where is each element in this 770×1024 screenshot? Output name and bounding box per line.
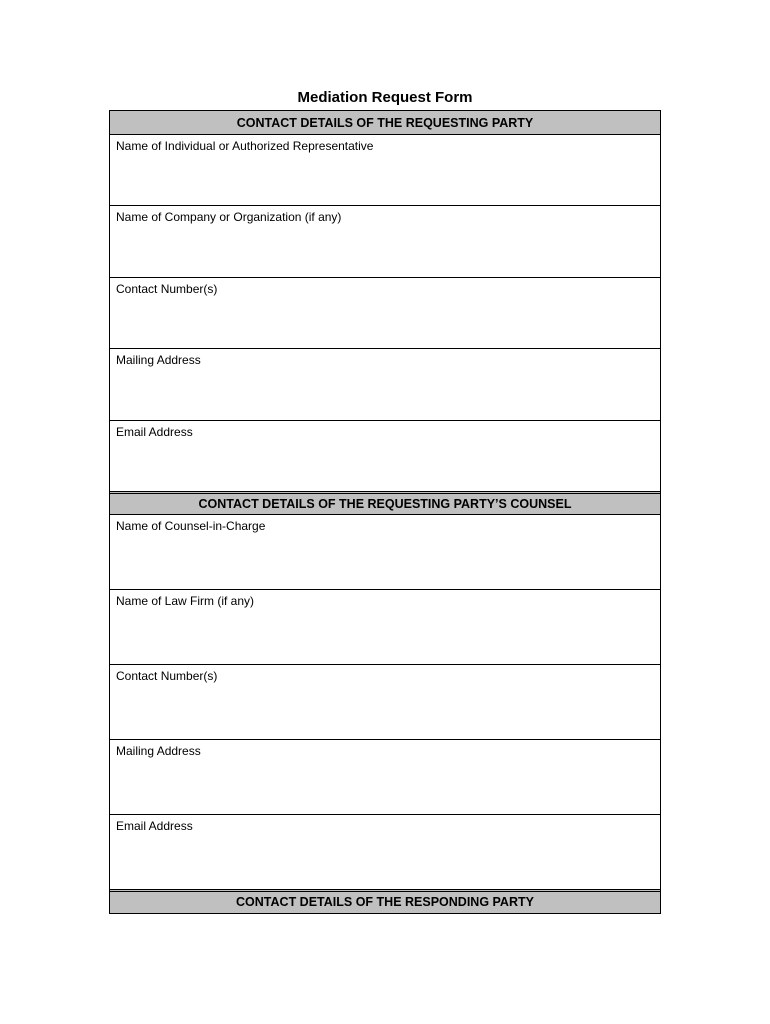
section-requesting-party (110, 111, 660, 491)
field-company-name[interactable] (110, 205, 660, 276)
field-individual-name[interactable] (110, 134, 660, 205)
field-counsel-email-address[interactable] (110, 814, 660, 889)
section-requesting-party-counsel (110, 491, 660, 889)
field-label: Email Address (116, 818, 193, 833)
field-contact-number[interactable] (110, 277, 660, 348)
section-header-counsel: CONTACT DETAILS OF THE REQUESTING PARTY’S COUNSEL (110, 491, 660, 514)
field-email-address[interactable] (110, 420, 660, 491)
field-counsel-mailing-address[interactable] (110, 739, 660, 814)
field-label: Name of Individual or Authorized Representative (116, 139, 374, 153)
field-counsel-name[interactable] (110, 514, 660, 589)
field-label: Name of Law Firm (if any) (116, 593, 255, 608)
field-mailing-address[interactable] (110, 348, 660, 419)
field-label: Email Address (116, 424, 193, 439)
field-counsel-contact-number[interactable] (110, 664, 660, 739)
field-label: Name of Counsel-in-Charge (116, 518, 266, 533)
field-label: Contact Number(s) (116, 668, 218, 683)
field-label: Contact Number(s) (116, 281, 218, 296)
field-law-firm[interactable] (110, 589, 660, 664)
section-header-responding-party: CONTACT DETAILS OF THE RESPONDING PARTY (110, 889, 660, 913)
field-label: Mailing Address (116, 353, 201, 368)
field-label: Mailing Address (116, 743, 201, 758)
field-label: Name of Company or Organization (if any) (116, 210, 342, 225)
section-responding-party (110, 889, 660, 913)
page-title: Mediation Request Form (297, 89, 473, 106)
mediation-form-table (109, 110, 661, 914)
section-header-requesting-party: CONTACT DETAILS OF THE REQUESTING PARTY (110, 111, 660, 134)
